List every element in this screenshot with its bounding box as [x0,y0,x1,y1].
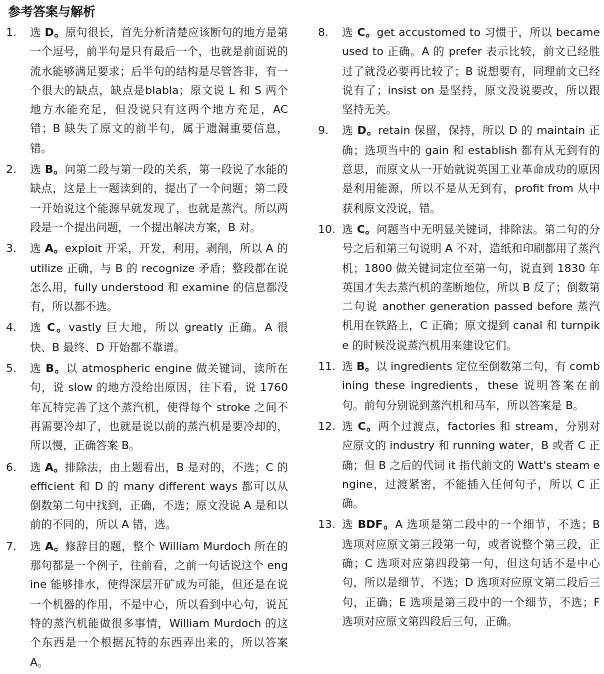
item-number: 5. [6,362,17,376]
answer-item-9 [318,121,600,217]
item-number: 7. [6,539,17,553]
answer-key: B。 [45,362,67,376]
answer-item-12 [318,417,600,513]
item-number: 12. [318,419,336,433]
answer-item-11 [318,357,600,415]
explanation-text: 选 C。get accustomed to 习惯于，所以 became used to 正确。A 的 prefer 表示比较，前文已经胜过了就没必要再比较了；B 说想要有，同理前文已经说有了；insist on 是坚持，原文没说要改，所以跟坚持无关。 [342,26,600,117]
item-number: 1. [6,26,17,39]
item-number: 4. [6,321,17,335]
explanation-text: 选 D。retain 保留，保持，所以 D 的 maintain 正确；选项当中的 gain 和 establish 都有从无到有的意思，而原文从一开始就说英国工业革命成功的原因是利用能源，所以不是从无到有，profit from 从中获利原文没说，错。 [342,124,601,215]
answer-item-10 [318,220,600,355]
explanation-text: 选 C。问题当中无明显关键词，排除法。第二句的分号之后和第三句说明 A 不对，造纸和印刷都用了蒸汽机；1800 做关键词定位至第一句，说直到 1830 年英国才失去蒸汽机的垄断地位，所以 B 反了；倒数第二句说 another generation passed before 蒸汽机用在铁路上，C 正确；原文提到 canal 和 turnpike 的时候没说蒸汽机用来建设它们。 [342,222,601,352]
answer-key: A。 [44,460,65,474]
answer-key: C。 [357,419,378,433]
explanation-text: 选 D。原句很长，首先分析清楚应该断句的地方是第一个逗号，前半句是只有最后一个，也就是前面说的流水能够满足要求；后半句的结构是尽管答非，有一个很大的缺点，缺点是blabla；原文说 L 和 S 两个地方水能充足，但没说只有这两个地方充足，AC 错；B 缺失了原文的前半句，属于遗漏重要信息，错。 [30,26,289,155]
answer-key: D。 [357,124,379,138]
answer-item-2 [6,160,288,237]
answer-item-7 [6,537,288,672]
explanation-text: 选 A。排除法，由上题看出，B 是对的，不选；C 的 efficient 和 D 的 many different ways 都可以从倒数第二句中找到，正确，不选；原文没说 A 是和以前的不同的，所以 A 错，选。 [30,460,288,532]
explanation-text: 选 A。exploit 开采，开发，利用，剥削，所以 A 的 utilize 正确，与 B 的 recognize 矛盾；整段都在说怎么用，fully understood 和 examine 的信息都没有，所以都不选。 [30,242,288,314]
explanation-text: 选 B。问第二段与第一段的关系，第一段说了水能的缺点，这是上一题读到的，提出了一个问题；第二段一开始说这个能源早就发现了，也就是蒸汽。所以两段是一个提出问题，一个提出解决方案，B 对。 [30,163,289,234]
answer-key: C。 [356,222,377,236]
answer-item-13 [318,515,600,631]
explanation-text: 选 B。以 ingredients 定位至倒数第二句，有 combining these ingredients，these 说明答案在前句。前句分别说到蒸汽机和马车，所以答案是 B。 [342,360,600,412]
item-number: 10. [318,222,336,236]
answer-item-6 [6,458,288,535]
explanation-text: 选 C。vastly 巨大地，所以 greatly 正确。A 很快、B 最终、D 开始都不靠谱。 [30,321,288,354]
answer-key: C。 [357,26,377,39]
item-number: 13. [318,518,336,532]
answer-item-4 [6,318,288,357]
explanation-text: 选 B。以 atmospheric engine 做关键词，读所在句，说 slow 的地方没给出原因，往下看，说 1760 年瓦特完善了这个蒸汽机，使得每个 stroke 之间不再需要冷却了，也就是说以前的蒸汽机是要冷却的，所以慢，正确答案 B。 [30,362,289,453]
answer-item-8 [318,23,600,119]
answer-key: D。 [44,26,66,39]
answer-key: B。 [44,163,65,177]
answer-key: C。 [47,321,69,335]
item-number: 3. [6,242,17,256]
answer-item-5 [6,359,288,455]
right-column [318,23,600,633]
explanation-text: 选 A。修辞目的题，整个 William Murdoch 所在的那句都是一个例子，往前看，之前一句话说这个 engine 能够排水，使得深层开矿成为可能，但还是在说一个机器的作用，不是中心，所以看到中心句，说瓦特的蒸汽机能做很多事情，William Murdoch 的这个东西是一个根据瓦特的东西弄出来的，所以答案 A。 [30,539,288,669]
page-title: 参考答案与解析 [8,4,96,19]
answer-key: A。 [45,539,66,553]
answer-item-3 [6,239,288,316]
answer-key: A。 [44,242,65,256]
item-number: 11. [318,360,336,374]
left-column [6,23,288,674]
answer-key: B。 [356,360,376,374]
item-number: 8. [318,26,329,39]
explanation-text: 选 BDF。A 选项是第二段中的一个细节，不选；B 选项对应原文第三段第一句，或者说整个第三段，正确；C 选项对应第四段第一句，但这句话不是中心句，所以是细节，不选；D 选项对应原文第二段后三句，正确；E 选项是第三段中的一个细节，不选；F 选项对应原文第四段后三句，正确。 [342,518,601,628]
item-number: 2. [6,163,17,177]
item-number: 9. [318,124,329,138]
answer-key: BDF。 [357,518,396,532]
item-number: 6. [6,460,17,474]
answer-item-1 [6,23,288,158]
explanation-text: 选 C。两个过渡点，factories 和 stream，分别对应原文的 industry 和 running water，B 或者 C 正确；但 B 之后的代词 it 指代前文的 Watt's steam engine，过渡紧密，不能插入任何句子，所以 C 正确。 [342,419,600,511]
